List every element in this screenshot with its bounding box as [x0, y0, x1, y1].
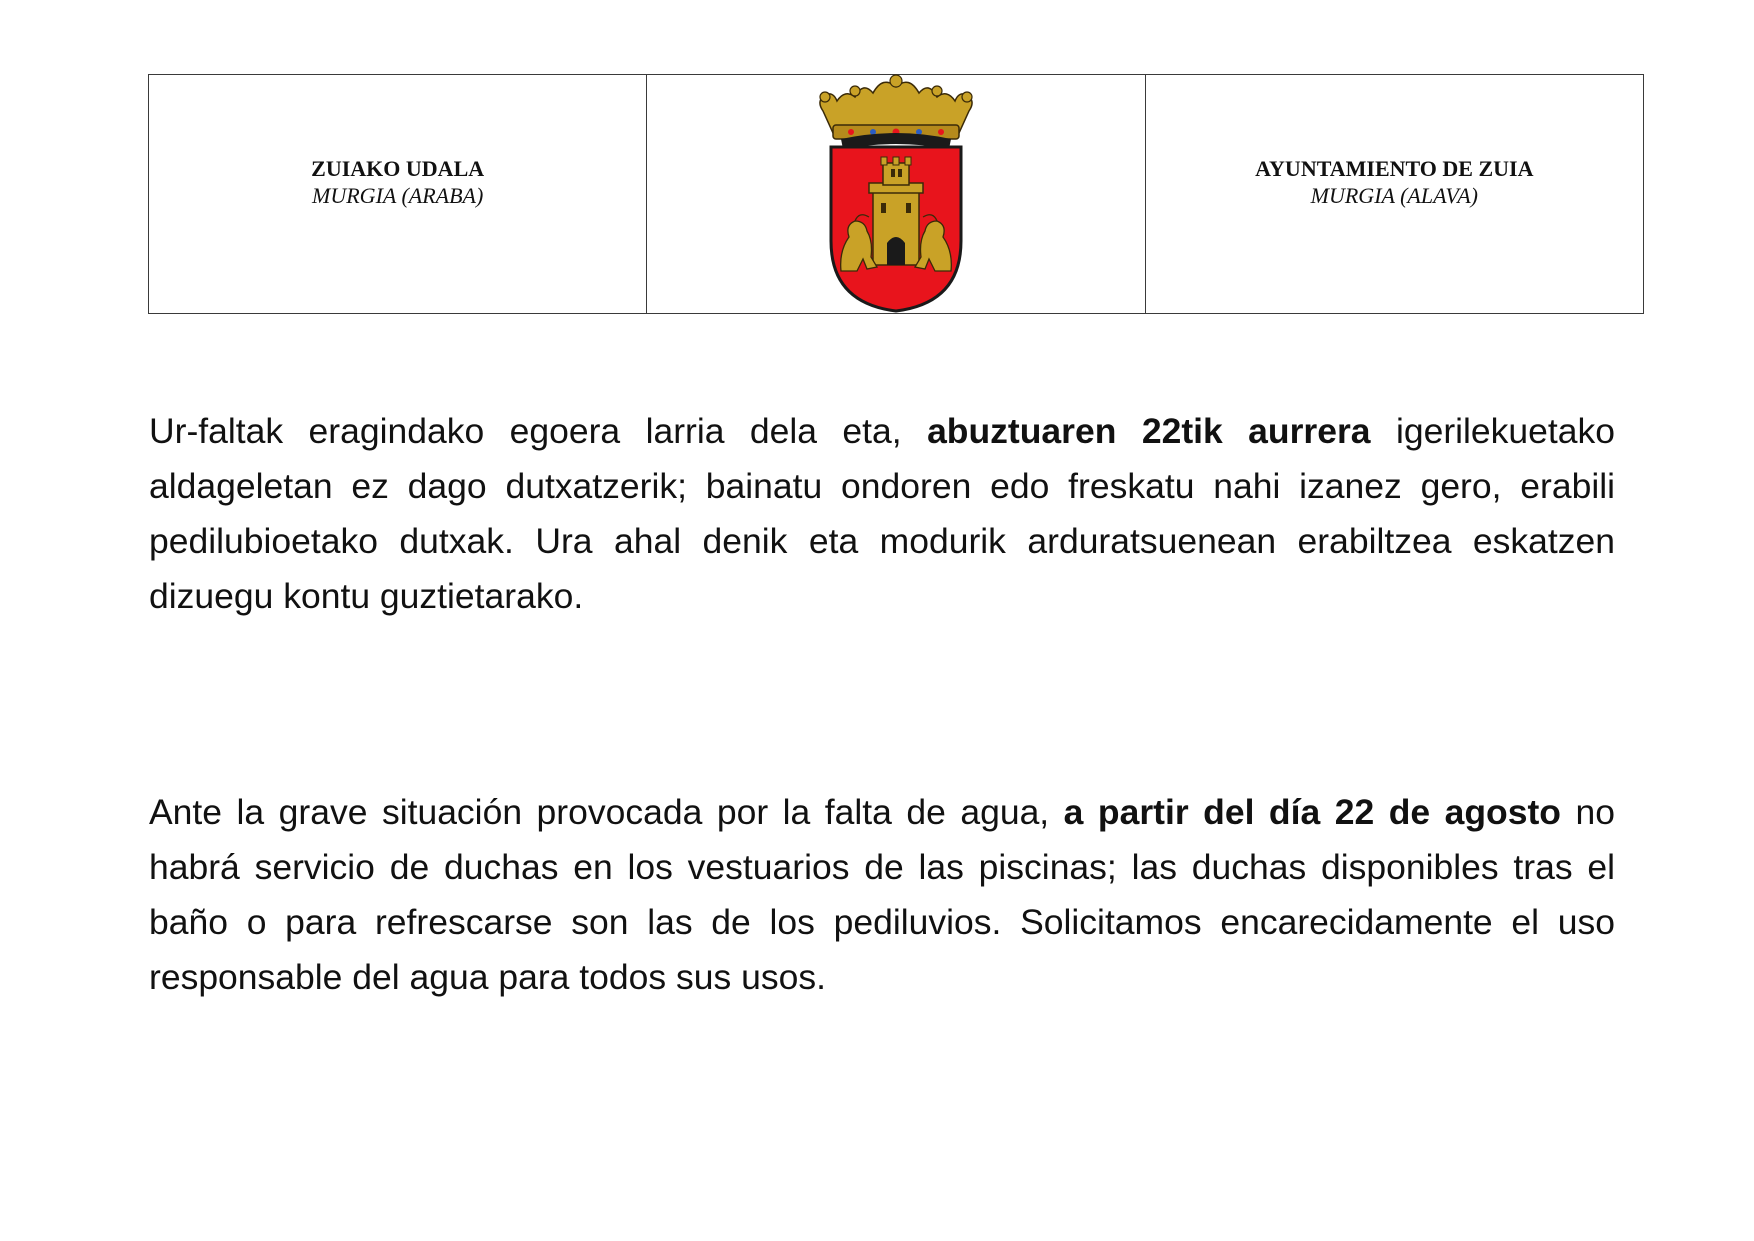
notice-spanish-paragraph	[149, 785, 1615, 1005]
letterhead-crest-cell	[647, 75, 1145, 314]
spanish-org-name: AYUNTAMIENTO DE ZUIA	[1255, 156, 1534, 181]
notice-basque-paragraph	[149, 404, 1615, 624]
basque-org-name: ZUIAKO UDALA	[311, 156, 485, 181]
coat-of-arms-icon	[811, 71, 981, 315]
spanish-org-place: MURGIA (ALAVA)	[1310, 183, 1478, 208]
notice-basque-date: abuztuaren 22tik aurrera	[927, 411, 1371, 451]
notice-spanish-after: no habrá servicio de duchas en los vestuarios de las piscinas; las duchas disponibles tras el baño o para refrescarse son las de los pediluvios. Solicitamos encarecidamente el uso responsable del agua para todos sus usos.	[149, 792, 1615, 997]
spanish-org-block	[1146, 155, 1643, 209]
notice-spanish-date: a partir del día 22 de agosto	[1063, 792, 1561, 832]
notice-basque-before: Ur-faltak eragindako egoera larria dela eta,	[149, 411, 928, 451]
letterhead-left-cell	[149, 75, 647, 314]
basque-org-place: MURGIA (ARABA)	[312, 183, 484, 208]
letterhead-right-cell	[1145, 75, 1643, 314]
notice-spanish-before: Ante la grave situación provocada por la falta de agua,	[149, 792, 1064, 832]
basque-org-block	[149, 155, 646, 209]
letterhead-table	[148, 74, 1644, 314]
crown-icon	[820, 75, 972, 149]
notice-basque-after: igerilekuetako aldageletan ez dago dutxatzerik; bainatu ondoren edo freskatu nahi izanez gero, erabili pedilubioetako dutxak. Ura ahal denik eta modurik arduratsuenean erabiltzea eskatzen dizuegu kontu guztietarako.	[149, 411, 1615, 616]
